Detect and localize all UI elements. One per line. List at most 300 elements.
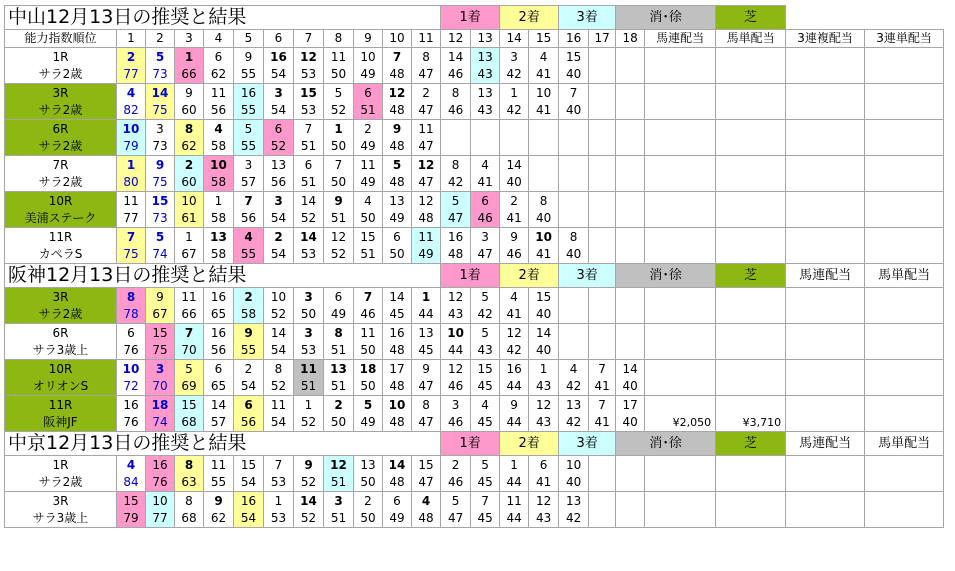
ability-index: 46 — [441, 102, 471, 120]
ability-index: 61 — [175, 210, 204, 228]
horse-number: 1 — [294, 396, 324, 415]
race-label — [5, 288, 117, 307]
horse-number: 13 — [324, 360, 354, 379]
horse-number: 7 — [175, 324, 204, 343]
horse-number: 5 — [471, 288, 500, 307]
race-class-label: 美浦ステーク — [24, 211, 97, 225]
ability-index: 53 — [294, 342, 324, 360]
payout-cell — [645, 456, 716, 475]
rank-header: 6 — [264, 30, 294, 48]
ability-index: 46 — [441, 66, 471, 84]
ability-index: 77 — [117, 210, 146, 228]
horse-number — [616, 120, 645, 139]
ability-index — [589, 66, 616, 84]
payout-cell — [786, 156, 865, 175]
horse-number: 3 — [471, 228, 500, 247]
legend-third: 3着 — [559, 6, 616, 30]
race-class — [5, 414, 117, 432]
payout-header: 馬連配当 — [786, 432, 865, 456]
horse-number: 2 — [441, 456, 471, 475]
ability-index: 65 — [204, 378, 234, 396]
race-row — [5, 492, 944, 511]
horse-number: 5 — [324, 84, 354, 103]
horse-number: 14 — [500, 156, 529, 175]
ability-index: 54 — [234, 510, 264, 528]
ability-index: 42 — [559, 414, 589, 432]
ability-index: 49 — [324, 306, 354, 324]
horse-number: 13 — [559, 492, 589, 511]
race-label — [5, 396, 117, 415]
section-title: 中京12月13日の推奨と結果 — [5, 432, 441, 456]
payout-cell — [645, 48, 716, 67]
ability-index: 78 — [117, 306, 146, 324]
race-row — [5, 324, 944, 343]
ability-index — [616, 246, 645, 264]
payout-value — [645, 138, 716, 156]
horse-number: 1 — [204, 192, 234, 211]
ability-index: 48 — [383, 378, 412, 396]
payout-header: 3連複配当 — [786, 30, 865, 48]
horse-number — [616, 324, 645, 343]
horse-number: 8 — [175, 456, 204, 475]
ability-index: 50 — [324, 174, 354, 192]
ability-index: 65 — [204, 306, 234, 324]
horse-number: 4 — [500, 288, 529, 307]
ability-index — [616, 210, 645, 228]
ability-index: 54 — [234, 378, 264, 396]
ability-index: 40 — [559, 102, 589, 120]
ability-index: 46 — [441, 474, 471, 492]
payout-value — [716, 246, 786, 264]
horse-number: 2 — [234, 288, 264, 307]
horse-number — [559, 192, 589, 211]
horse-number: 4 — [234, 228, 264, 247]
race-class — [5, 66, 117, 84]
ability-index: 44 — [500, 414, 529, 432]
ability-index — [616, 66, 645, 84]
payout-value — [645, 378, 716, 396]
ability-index: 45 — [412, 342, 441, 360]
horse-number: 16 — [234, 492, 264, 511]
horse-number: 2 — [412, 84, 441, 103]
ability-index: 56 — [204, 342, 234, 360]
ability-index: 45 — [383, 306, 412, 324]
ability-index — [589, 474, 616, 492]
ability-index: 51 — [354, 246, 383, 264]
race-label — [5, 456, 117, 475]
rank-header: 1 — [117, 30, 146, 48]
payout-value — [786, 174, 865, 192]
ability-index: 68 — [175, 510, 204, 528]
payout-cell — [645, 192, 716, 211]
horse-number: 12 — [529, 396, 559, 415]
ability-index: 76 — [117, 414, 146, 432]
ability-index: 52 — [264, 378, 294, 396]
ability-index — [616, 342, 645, 360]
ability-index: 73 — [146, 138, 175, 156]
ability-index — [500, 138, 529, 156]
ability-index: 52 — [264, 306, 294, 324]
horse-number: 15 — [175, 396, 204, 415]
horse-number: 7 — [383, 48, 412, 67]
race-class-label: サラ2歳 — [38, 103, 83, 117]
rank-header: 8 — [324, 30, 354, 48]
race-class-label: サラ3歳上 — [32, 343, 89, 357]
payout-cell — [865, 360, 944, 379]
race-row — [5, 360, 944, 379]
payout-header: 馬単配当 — [716, 30, 786, 48]
horse-number — [589, 492, 616, 511]
horse-number: 17 — [383, 360, 412, 379]
ability-index: 79 — [117, 510, 146, 528]
horse-number: 8 — [441, 84, 471, 103]
ability-index: 68 — [175, 414, 204, 432]
ability-index: 53 — [264, 510, 294, 528]
rank-header: 5 — [234, 30, 264, 48]
ability-index: 58 — [204, 138, 234, 156]
horse-number: 13 — [412, 324, 441, 343]
ability-index: 48 — [383, 342, 412, 360]
horse-number: 8 — [324, 324, 354, 343]
horse-number: 8 — [264, 360, 294, 379]
legend-turf: 芝 — [716, 264, 786, 288]
horse-number — [500, 120, 529, 139]
payout-value — [645, 246, 716, 264]
horse-number: 15 — [354, 228, 383, 247]
ability-index: 54 — [264, 210, 294, 228]
ability-index: 49 — [383, 510, 412, 528]
payout-cell — [865, 84, 944, 103]
ability-index: 73 — [146, 210, 175, 228]
horse-number: 13 — [471, 48, 500, 67]
payout-value — [865, 210, 944, 228]
ability-index — [441, 138, 471, 156]
race-class — [5, 378, 117, 396]
horse-number: 3 — [146, 360, 175, 379]
ability-index — [589, 102, 616, 120]
horse-number: 18 — [354, 360, 383, 379]
legend-third: 3着 — [559, 264, 616, 288]
horse-number: 5 — [441, 192, 471, 211]
ability-index — [589, 138, 616, 156]
ability-index: 42 — [441, 174, 471, 192]
ability-index: 82 — [117, 102, 146, 120]
horse-number: 4 — [471, 156, 500, 175]
ability-index: 55 — [204, 474, 234, 492]
legend-first: 1着 — [441, 432, 500, 456]
horse-number: 3 — [234, 156, 264, 175]
ability-index: 45 — [471, 378, 500, 396]
payout-cell — [865, 396, 944, 415]
ability-index — [616, 174, 645, 192]
horse-number: 9 — [294, 456, 324, 475]
horse-number — [529, 156, 559, 175]
payout-value — [716, 102, 786, 120]
horse-number: 3 — [264, 192, 294, 211]
race-number: 6R — [52, 121, 69, 136]
race-label — [5, 192, 117, 211]
ability-index — [559, 174, 589, 192]
payout-header: 馬連配当 — [645, 30, 716, 48]
legend-scratch: 消･徐 — [616, 264, 716, 288]
horse-number — [529, 120, 559, 139]
ability-index: 42 — [471, 306, 500, 324]
horse-number: 6 — [324, 288, 354, 307]
horse-number: 9 — [500, 396, 529, 415]
ability-index: 46 — [354, 306, 383, 324]
ability-index: 50 — [354, 342, 383, 360]
horse-number: 12 — [412, 192, 441, 211]
payout-value — [716, 66, 786, 84]
ability-index: 76 — [117, 342, 146, 360]
horse-number: 14 — [294, 192, 324, 211]
ability-index: 77 — [117, 66, 146, 84]
legend-scratch: 消･徐 — [616, 432, 716, 456]
ability-index: 47 — [412, 102, 441, 120]
payout-value — [716, 174, 786, 192]
ability-index: 47 — [441, 510, 471, 528]
horse-number: 6 — [529, 456, 559, 475]
horse-number: 2 — [175, 156, 204, 175]
horse-number: 16 — [500, 360, 529, 379]
ability-index: 44 — [441, 342, 471, 360]
payout-cell — [786, 288, 865, 307]
race-class-label: サラ2歳 — [38, 139, 83, 153]
horse-number: 14 — [383, 456, 412, 475]
payout-cell — [716, 48, 786, 67]
ability-index: 46 — [441, 414, 471, 432]
payout-value — [716, 138, 786, 156]
horse-number: 2 — [117, 48, 146, 67]
horse-number: 4 — [117, 456, 146, 475]
race-row — [5, 48, 944, 67]
horse-number: 3 — [500, 48, 529, 67]
ability-index: 51 — [294, 138, 324, 156]
payout-cell — [865, 288, 944, 307]
payout-cell — [716, 84, 786, 103]
rank-header: 10 — [383, 30, 412, 48]
horse-number: 11 — [204, 84, 234, 103]
ability-index: 55 — [234, 246, 264, 264]
payout-cell — [865, 192, 944, 211]
horse-number: 3 — [324, 492, 354, 511]
ability-index: 75 — [146, 342, 175, 360]
horse-number — [441, 120, 471, 139]
horse-number: 15 — [146, 192, 175, 211]
ability-index: 53 — [294, 246, 324, 264]
ability-index: 54 — [264, 102, 294, 120]
ability-index: 43 — [529, 378, 559, 396]
payout-cell — [786, 360, 865, 379]
ability-index: 54 — [264, 66, 294, 84]
horse-number: 16 — [146, 456, 175, 475]
horse-number: 12 — [383, 84, 412, 103]
race-number: 6R — [52, 325, 69, 340]
horse-number: 1 — [324, 120, 354, 139]
ability-index: 54 — [264, 342, 294, 360]
horse-number — [616, 84, 645, 103]
ability-index: 52 — [324, 102, 354, 120]
race-row-index — [5, 378, 944, 396]
ability-index: 40 — [559, 246, 589, 264]
horse-number: 16 — [441, 228, 471, 247]
ability-index: 58 — [204, 246, 234, 264]
horse-number: 3 — [264, 84, 294, 103]
race-number: 10R — [48, 361, 73, 376]
horse-number: 2 — [354, 120, 383, 139]
horse-number: 7 — [589, 360, 616, 379]
rank-label: 能力指数順位 — [5, 30, 117, 48]
legend-first: 1着 — [441, 6, 500, 30]
horse-number — [616, 48, 645, 67]
horse-number: 1 — [412, 288, 441, 307]
ability-index: 52 — [264, 138, 294, 156]
horse-number: 9 — [234, 48, 264, 67]
blank-cell — [865, 6, 944, 30]
ability-index: 49 — [354, 414, 383, 432]
ability-index: 41 — [589, 378, 616, 396]
ability-index: 42 — [500, 66, 529, 84]
horse-number: 9 — [204, 492, 234, 511]
rank-header: 11 — [412, 30, 441, 48]
ability-index: 75 — [146, 174, 175, 192]
ability-index: 41 — [589, 414, 616, 432]
payout-value — [865, 66, 944, 84]
horse-number: 9 — [234, 324, 264, 343]
race-label — [5, 84, 117, 103]
horse-number: 1 — [117, 156, 146, 175]
ability-index: 47 — [412, 138, 441, 156]
race-number: 1R — [52, 49, 69, 64]
ability-index: 40 — [500, 174, 529, 192]
horse-number: 1 — [175, 48, 204, 67]
payout-value — [786, 246, 865, 264]
race-class-label: サラ2歳 — [38, 307, 83, 321]
payout-value — [786, 306, 865, 324]
race-row — [5, 456, 944, 475]
horse-number: 11 — [412, 228, 441, 247]
ability-index: 52 — [294, 510, 324, 528]
horse-number — [589, 84, 616, 103]
payout-cell — [786, 48, 865, 67]
horse-number: 6 — [294, 156, 324, 175]
race-label — [5, 156, 117, 175]
race-row — [5, 120, 944, 139]
horse-number — [589, 156, 616, 175]
horse-number: 16 — [383, 324, 412, 343]
horse-number: 10 — [204, 156, 234, 175]
payout-cell — [865, 156, 944, 175]
horse-number: 5 — [471, 456, 500, 475]
rank-header: 7 — [294, 30, 324, 48]
race-number: 3R — [52, 85, 69, 100]
blank-cell — [786, 6, 865, 30]
race-class — [5, 138, 117, 156]
payout-cell — [645, 360, 716, 379]
payout-cell — [786, 120, 865, 139]
ability-index: 69 — [175, 378, 204, 396]
payout-cell — [716, 228, 786, 247]
race-label — [5, 360, 117, 379]
ability-index: 48 — [383, 474, 412, 492]
horse-number: 7 — [264, 456, 294, 475]
ability-index: 52 — [294, 474, 324, 492]
horse-number: 6 — [264, 120, 294, 139]
race-row-index — [5, 174, 944, 192]
ability-index: 42 — [559, 510, 589, 528]
payout-cell — [786, 228, 865, 247]
horse-number: 7 — [559, 84, 589, 103]
horse-number — [616, 492, 645, 511]
ability-index: 55 — [234, 66, 264, 84]
ability-index: 47 — [412, 378, 441, 396]
horse-number: 12 — [412, 156, 441, 175]
legend-scratch: 消･徐 — [616, 6, 716, 30]
ability-index: 54 — [264, 414, 294, 432]
horse-number: 6 — [383, 228, 412, 247]
payout-value — [865, 510, 944, 528]
horse-number: 11 — [294, 360, 324, 379]
horse-number: 3 — [146, 120, 175, 139]
ability-index: 54 — [264, 246, 294, 264]
race-row-index — [5, 474, 944, 492]
ability-index: 40 — [616, 414, 645, 432]
race-row-index — [5, 210, 944, 228]
payout-value — [786, 378, 865, 396]
payout-header: 馬単配当 — [865, 264, 944, 288]
horse-number: 14 — [616, 360, 645, 379]
horse-number: 6 — [204, 360, 234, 379]
ability-index: 79 — [117, 138, 146, 156]
horse-number: 7 — [324, 156, 354, 175]
payout-cell — [865, 492, 944, 511]
ability-index: 47 — [412, 66, 441, 84]
horse-number: 7 — [294, 120, 324, 139]
payout-cell — [865, 228, 944, 247]
ability-index: 46 — [500, 246, 529, 264]
horse-number: 14 — [529, 324, 559, 343]
horse-number — [471, 120, 500, 139]
ability-index: 48 — [383, 174, 412, 192]
horse-number: 6 — [471, 192, 500, 211]
ability-index: 73 — [146, 66, 175, 84]
ability-index: 46 — [471, 210, 500, 228]
ability-index: 47 — [412, 414, 441, 432]
horse-number: 15 — [117, 492, 146, 511]
horse-number: 12 — [294, 48, 324, 67]
ability-index — [559, 342, 589, 360]
payout-cell — [865, 324, 944, 343]
race-class — [5, 474, 117, 492]
rank-header: 17 — [589, 30, 616, 48]
payout-value — [645, 474, 716, 492]
horse-number: 8 — [412, 48, 441, 67]
payout-cell — [716, 360, 786, 379]
payout-value — [645, 342, 716, 360]
payout-value — [716, 378, 786, 396]
payout-cell — [645, 396, 716, 415]
ability-index: 53 — [294, 66, 324, 84]
ability-index — [559, 138, 589, 156]
horse-number: 5 — [441, 492, 471, 511]
ability-index: 40 — [529, 306, 559, 324]
payout-value — [865, 138, 944, 156]
ability-index: 48 — [383, 138, 412, 156]
horse-number: 6 — [117, 324, 146, 343]
horse-number: 14 — [264, 324, 294, 343]
race-number: 10R — [48, 193, 73, 208]
horse-number: 3 — [294, 324, 324, 343]
